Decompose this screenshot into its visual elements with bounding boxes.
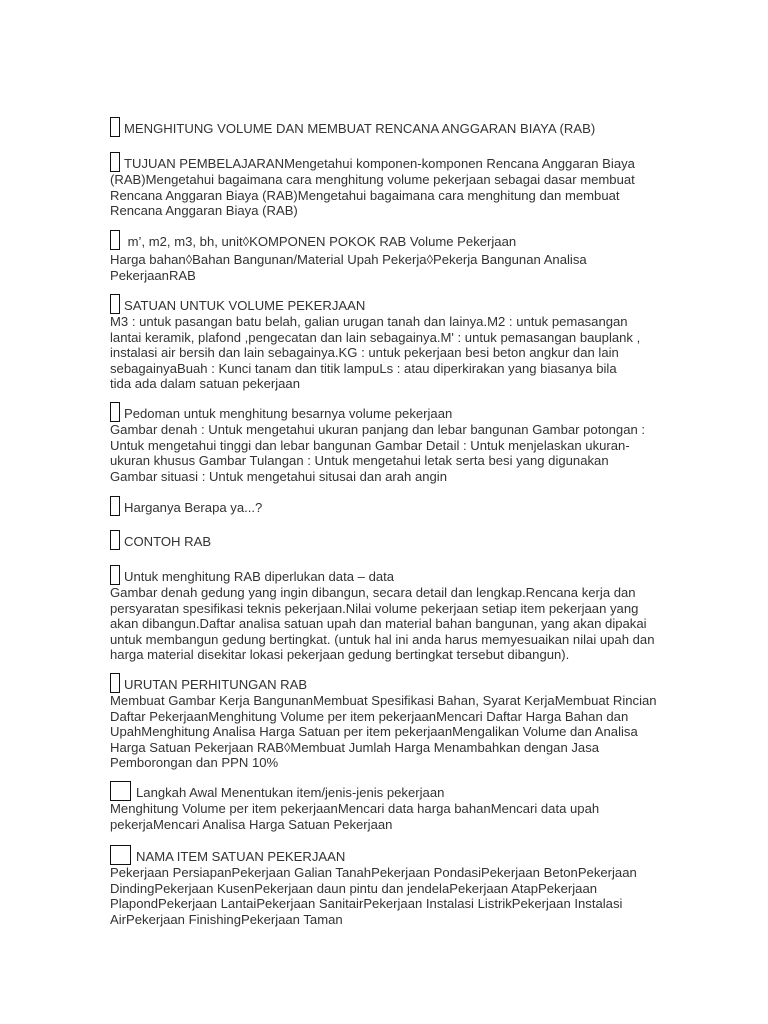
section-heading: SATUAN UNTUK VOLUME PEKERJAAN <box>124 298 366 313</box>
body-line: sebagainyaBuah : Kunci tanam dan titik lampuLs : atau diperkirakan yang biasanya bila <box>110 360 617 376</box>
section-satuan <box>110 294 680 392</box>
body-line: Pemborongan dan PPN 10% <box>110 755 279 771</box>
section-harga <box>110 496 680 516</box>
body-line: Gambar situasi : Untuk mengetahui situsai dan arah angin <box>110 468 447 484</box>
body-line: PlapondPekerjaan LantaiPekerjaan SanitairPekerjaan Instalasi ListrikPekerjaan Instalasi <box>110 896 623 912</box>
body-line: Membuat Gambar Kerja BangunanMembuat Spesifikasi Bahan, Syarat KerjaMembuat Rincian <box>110 693 657 708</box>
body-line: Pekerjaan PersiapanPekerjaan Galian TanahPekerjaan PondasiPekerjaan BetonPekerjaan <box>110 865 637 880</box>
body-line: Daftar PekerjaanMenghitung Volume per item pekerjaanMencari Daftar Harga Bahan dan <box>110 708 629 724</box>
checkbox-placeholder <box>110 402 120 422</box>
checkbox-placeholder <box>110 845 131 865</box>
section-heading: URUTAN PERHITUNGAN RAB <box>124 677 308 692</box>
body-line: M3 : untuk pasangan batu belah, galian urugan tanah dan lainya.M2 : untuk pemasangan <box>110 314 628 329</box>
section-urutan <box>110 673 680 771</box>
checkbox-placeholder <box>110 230 120 250</box>
section-nama-item <box>110 845 680 927</box>
body-line: AirPekerjaan FinishingPekerjaan Taman <box>110 911 343 927</box>
checkbox-placeholder <box>110 496 120 516</box>
section-heading: Pedoman untuk menghitung besarnya volume pekerjaan <box>124 406 453 421</box>
body-line: Harga bahan◊Bahan Bangunan/Material Upah Pekerja◊Pekerja Bangunan Analisa <box>110 252 587 267</box>
body-line: Gambar denah : Untuk mengetahui ukuran panjang dan lebar bangunan Gambar potongan : <box>110 422 646 437</box>
body-line: untuk membangun gedung bertingkat. (untuk hal ini anda harus memyesuaikan nilai upah dan <box>110 631 655 647</box>
body-line: ukuran khusus Gambar Tulangan : Untuk mengetahui letak serta besi yang digunakan <box>110 453 609 469</box>
section-komponen <box>110 230 680 283</box>
section-heading: Langkah Awal Menentukan item/jenis-jenis pekerjaan <box>136 785 445 800</box>
body-line: (RAB)Mengetahui bagaimana cara menghitung volume pekerjaan sebagai dasar membuat <box>110 172 635 187</box>
body-line: UpahMenghitung Analisa Harga Satuan per item pekerjaanMengalikan Volume dan Analisa <box>110 724 638 740</box>
body-line: Rencana Anggaran Biaya (RAB) <box>110 203 298 219</box>
section-heading: TUJUAN PEMBELAJARANMengetahui komponen-komponen Rencana Anggaran Biaya <box>124 156 635 171</box>
section-pedoman <box>110 402 680 484</box>
section-contoh <box>110 530 680 550</box>
body-line: pekerjaMencari Analisa Harga Satuan Pekerjaan <box>110 816 393 832</box>
section-tujuan <box>110 152 680 219</box>
checkbox-placeholder <box>110 530 120 550</box>
body-line: Harga Satuan Pekerjaan RAB◊Membuat Jumlah Harga Menambahkan dengan Jasa <box>110 739 600 755</box>
checkbox-placeholder <box>110 565 120 585</box>
body-line: DindingPekerjaan KusenPekerjaan daun pintu dan jendelaPekerjaan AtapPekerjaan <box>110 880 598 896</box>
body-line: Menghitung Volume per item pekerjaanMencari data harga bahanMencari data upah <box>110 801 600 816</box>
section-heading: CONTOH RAB <box>124 534 212 549</box>
checkbox-placeholder <box>110 152 120 172</box>
section-data <box>110 565 680 663</box>
body-line: akan dibangun.Daftar analisa satuan upah dan material bahan bangunan, yang akan dipakai <box>110 616 647 632</box>
section-heading: MENGHITUNG VOLUME DAN MEMBUAT RENCANA ANGGARAN BIAYA (RAB) <box>124 121 596 136</box>
body-line: PekerjaanRAB <box>110 267 196 283</box>
checkbox-placeholder <box>110 294 120 314</box>
body-line: persyaratan spesifikasi teknis pekerjaan.Nilai volume pekerjaan setiap item pekerjaan yang <box>110 600 639 616</box>
section-heading: m’, m2, m3, bh, unit◊KOMPONEN POKOK RAB Volume Pekerjaan <box>124 234 517 249</box>
section-heading: Untuk menghitung RAB diperlukan data – data <box>124 569 395 584</box>
body-line: lantai keramik, plafond ,pengecatan dan lain sebagainya.M' : untuk pemasangan bauplank , <box>110 329 641 345</box>
checkbox-placeholder <box>110 781 131 801</box>
body-line: Rencana Anggaran Biaya (RAB)Mengetahui bagaimana cara menghitung dan membuat <box>110 187 620 203</box>
body-line: Gambar denah gedung yang ingin dibangun, secara detail dan lengkap.Rencana kerja dan <box>110 585 636 600</box>
body-line: instalasi air bersih dan lain sebagainya.KG : untuk pekerjaan besi beton angkur dan lain <box>110 345 619 361</box>
body-line: harga material disekitar lokasi pekerjaan gedung bertingkat tersebut dibangun). <box>110 647 570 663</box>
section-langkah <box>110 781 680 832</box>
section-heading: NAMA ITEM SATUAN PEKERJAAN <box>136 849 346 864</box>
checkbox-placeholder <box>110 673 120 693</box>
section-heading: Harganya Berapa ya...? <box>124 500 263 515</box>
body-line: Untuk mengetahui tinggi dan lebar bangunan Gambar Detail : Untuk menjelaskan ukuran- <box>110 437 630 453</box>
body-line: tida ada dalam satuan pekerjaan <box>110 376 300 392</box>
section-title <box>110 117 680 137</box>
checkbox-placeholder <box>110 117 120 137</box>
